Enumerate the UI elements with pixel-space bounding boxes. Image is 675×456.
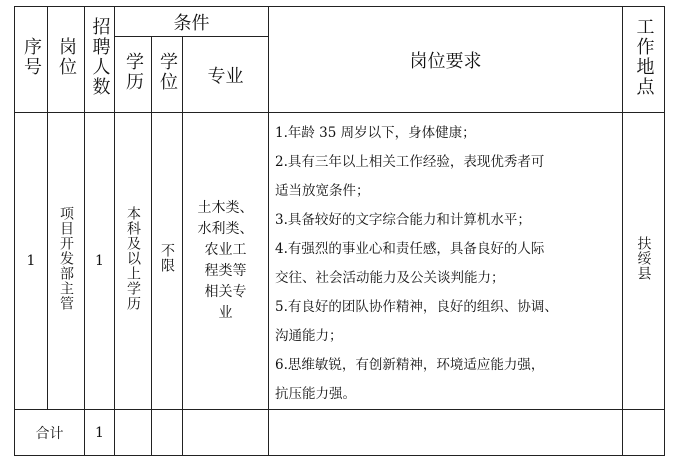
requirement-line: 6.思维敏锐，有创新精神，环境适应能力强， [275,357,545,373]
requirement-line: 5.有良好的团队协作精神，良好的组织、协调、 [275,299,558,315]
header-row-top [15,7,665,37]
row-position: 项目开发部主管 [48,113,85,410]
row-major [183,113,269,410]
major-line: 相关专 [204,284,247,300]
header-location: 工作地点 [623,7,665,113]
total-empty-location [623,410,665,456]
major-line: 土木类、 [197,200,254,216]
requirement-line: 交往、社会活动能力及公关谈判能力； [275,270,505,286]
header-requirements: 岗位要求 [269,7,623,113]
total-headcount: 1 [85,410,115,456]
total-empty-requirements [269,410,623,456]
major-line: 程类等 [204,263,247,279]
row-requirements [269,113,623,410]
total-empty-degree [152,410,183,456]
major-line: 业 [218,305,233,321]
requirement-line: 1.年龄 35 周岁以下，身体健康； [275,125,476,141]
total-row [15,410,665,456]
requirement-line: 2.具有三年以上相关工作经验，表现优秀者可 [275,154,545,170]
requirement-line: 4.有强烈的事业心和责任感，具备良好的人际 [275,241,545,257]
total-label: 合计 [15,410,85,456]
header-conditions: 条件 [115,7,269,37]
requirement-line: 3.具备较好的文字综合能力和计算机水平； [275,212,531,228]
recruitment-table [14,6,665,456]
major-line: 农业工 [204,242,247,258]
row-education: 本科及以上学历 [115,113,152,410]
total-empty-education [115,410,152,456]
header-position: 岗位 [48,7,85,113]
header-major: 专业 [183,37,269,113]
header-education: 学历 [115,37,152,113]
row-degree: 不限 [152,113,183,410]
row-headcount: 1 [85,113,115,410]
header-headcount: 招聘人数 [85,7,115,113]
total-empty-major [183,410,269,456]
major-line: 水利类、 [197,221,254,237]
header-index: 序号 [15,7,48,113]
row-location: 扶绥县 [623,113,665,410]
requirement-line: 抗压能力强。 [275,386,357,402]
requirement-line: 沟通能力； [275,328,343,344]
row-index: 1 [15,113,48,410]
table-row [15,113,665,410]
header-degree: 学位 [152,37,183,113]
requirement-line: 适当放宽条件； [275,183,370,199]
